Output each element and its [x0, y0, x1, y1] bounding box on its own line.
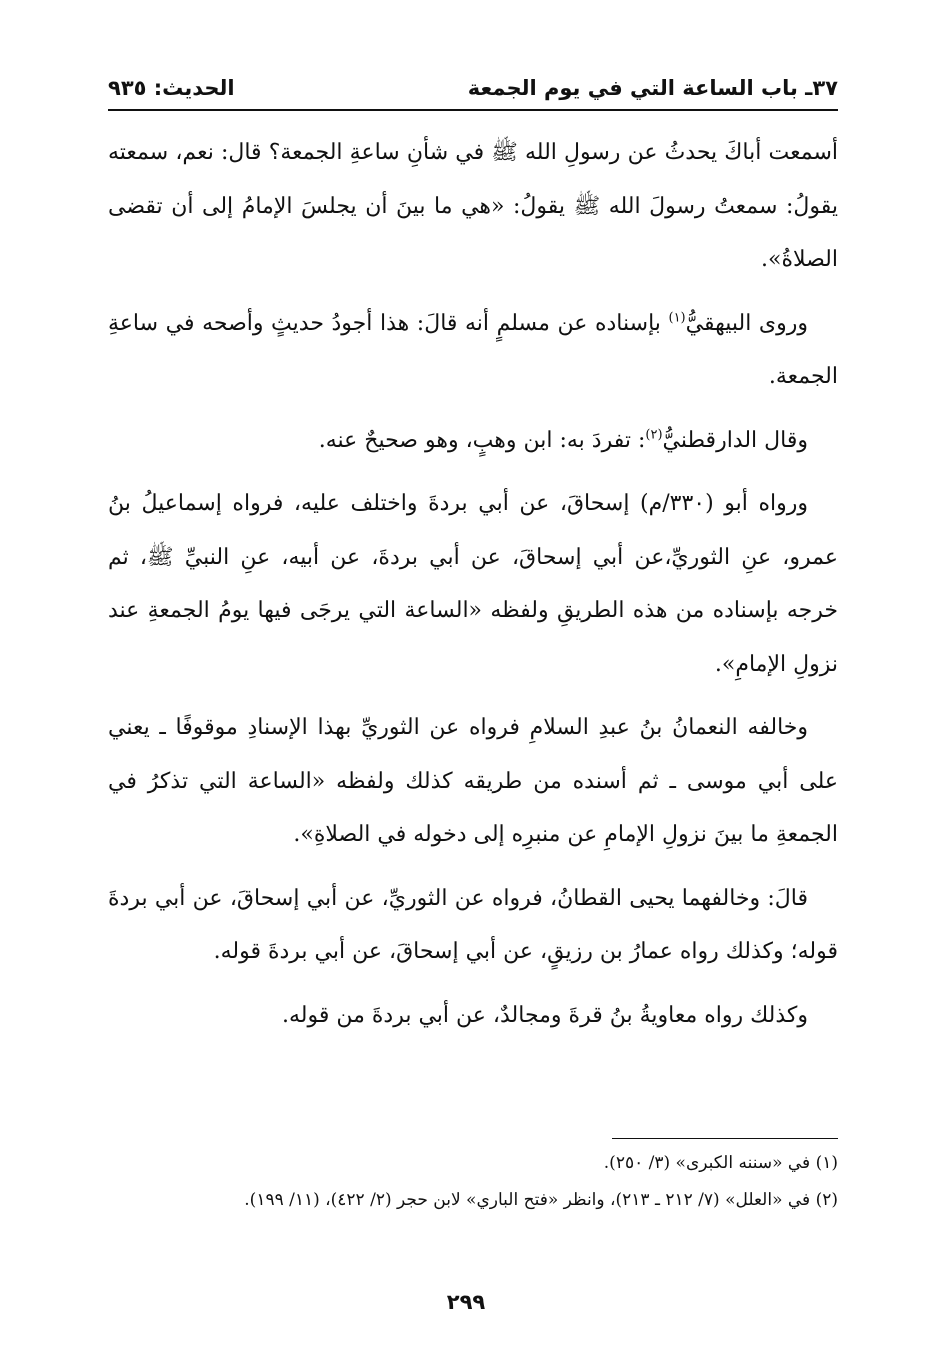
- footnote-2: (٢) في «العلل» (٧/ ٢١٢ ـ ٢١٣)، وانظر «فتح الباري» لابن حجر (٢/ ٤٢٢)، (١١/ ١٩٩).: [244, 1190, 838, 1210]
- paragraph-1: أسمعت أباكَ يحدثُ عن رسولِ الله ﷺ في شأنِ ساعةِ الجمعة؟ قال: نعم، سمعته يقولُ: سمعتُ رسولَ الله ﷺ يقولُ: «هي ما بينَ أن يجلسَ الإمامُ إلى أن تقضى الصلاةُ».: [108, 140, 838, 272]
- paragraph-6: قالَ: وخالفهما يحيى القطانُ، فرواه عن الثوريِّ، عن أبي إسحاقَ، عن أبي بردةَ قوله؛ وكذلك رواه عمارُ بن رزيقٍ، عن أبي إسحاقَ، عن أبي بردةَ قوله.: [108, 885, 838, 964]
- paragraph-7: وكذلك رواه معاويةُ بنُ قرةَ ومجالدٌ، عن أبي بردةَ من قوله.: [281, 1002, 808, 1028]
- paragraph-2: وروى البيهقيُّ$^{(١)}$ بإسناده عن مسلمٍ أنه قالَ: هذا أجودُ حديثٍ وأصحه في ساعةِ الجمعة.: [108, 310, 838, 389]
- footnotes: [108, 1147, 838, 1221]
- running-header: [108, 70, 838, 106]
- footnote-1: (١) في «سننه الكبرى» (٣/ ٢٥٠).: [603, 1153, 838, 1173]
- main-text: [108, 126, 838, 1052]
- chapter-title: ٣٧ـ باب الساعة التي في يوم الجمعة: [467, 76, 838, 100]
- footnote-ref-1: (١): [668, 310, 686, 326]
- footnote-divider: [612, 1138, 838, 1139]
- hadith-number: الحديث: ٩٣٥: [108, 76, 235, 100]
- paragraph-3: وقال الدارقطنيُّ$^{(٢)}$: تفردَ به: ابن وهبٍ، وهو صحيحٌ عنه.: [318, 427, 808, 453]
- page-number: ٢٩٩: [446, 1290, 486, 1314]
- paragraph-5: وخالفه النعمانُ بنُ عبدِ السلامِ فرواه عن الثوريِّ بهذا الإسنادِ موقوفًا ـ يعني على أبي موسى ـ ثم أسنده من طريقه كذلك ولفظه «الساعة التي تذكرُ في الجمعةِ ما بينَ نزولِ الإمامِ عن منبرِه إلى دخوله في الصلاةِ».: [108, 715, 838, 847]
- paragraph-4: ورواه أبو (٣٣٠/م) إسحاقَ، عن أبي بردةَ واختلف عليه، فرواه إسماعيلُ بنُ عمرو، عنِ الثوريِّ،عن أبي إسحاقَ، عن أبي بردةَ، عن أبيه، عنِ النبيِّ ﷺ، ثم خرجه بإسناده من هذه الطريقِ ولفظه «الساعة التي يرجَى فيها يومُ الجمعةِ عند نزولِ الإمامِ».: [108, 491, 838, 677]
- header-divider: [108, 109, 838, 111]
- footnote-ref-2: (٢): [645, 427, 663, 443]
